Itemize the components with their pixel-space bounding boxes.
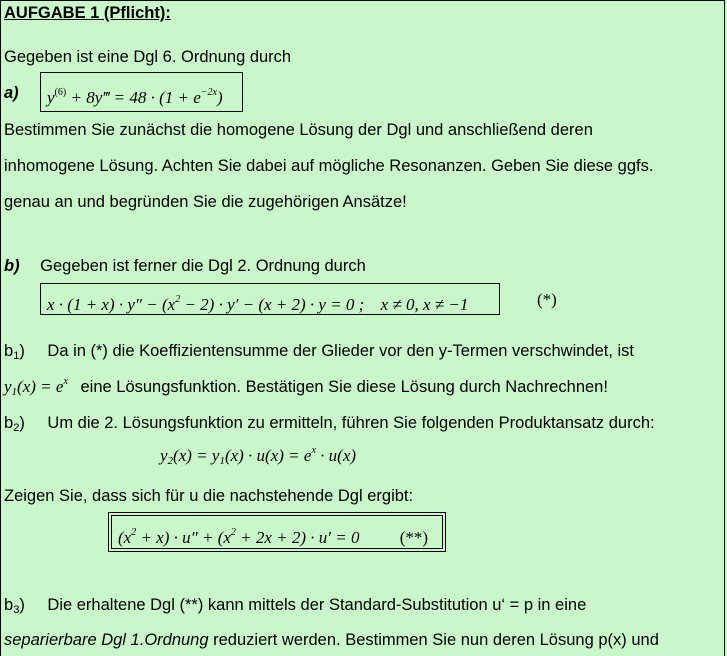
equation-b2-tag: (**)	[399, 528, 429, 547]
b1-row1: $b_1$) Da in (*) die Koeffizientensumme der Glieder vor den y-Termen verschwindet, ist	[4, 342, 635, 362]
equation-b2-box: $(x^2 + x) \cdot u'' + (x^2 + 2x + 2) \cdot u' = 0$ (**)	[111, 515, 443, 549]
part-b-label: b)	[4, 257, 20, 275]
part-a-label: a)	[4, 84, 19, 102]
b2-row2: Zeigen Sie, dass sich für u die nachstehende Dgl ergibt:	[4, 487, 414, 505]
b3-row2: separierbare Dgl 1.Ordnung reduziert werden. Bestimmen Sie nun deren Lösung p(x) und	[4, 631, 659, 649]
task-title: AUFGABE 1 (Pflicht):	[4, 4, 171, 22]
intro-text: Gegeben ist eine Dgl 6. Ordnung durch	[4, 48, 292, 66]
part-a-line3: genau an und begründen Sie die zugehörigen Ansätze!	[4, 193, 407, 211]
part-b-intro: Gegeben ist ferner die Dgl 2. Ordnung durch	[40, 257, 366, 275]
b2-equation: $y_2(x) = y_1(x) \cdot u(x) = e^x \cdot u(x)$	[160, 445, 357, 467]
part-a-line2: inhomogene Lösung. Achten Sie dabei auf mögliche Resonanzen. Geben Sie diese ggfs.	[4, 157, 654, 175]
part-a-line1: Bestimmen Sie zunächst die homogene Lösung der Dgl und anschließend deren	[4, 121, 593, 139]
b1-row2: $y_1(x) = e^x$ eine Lösungsfunktion. Bestätigen Sie diese Lösung durch Nachrechnen!	[4, 376, 608, 398]
equation-a-box: $y^{(6)}$ + 8y‴ = $48 \cdot (1 + e^{-2x})$	[40, 72, 243, 112]
b3-row1: $b_3$) Die erhaltene Dgl (**) kann mittels der Standard-Substitution u‘ = p in eine	[4, 596, 587, 616]
equation-b-box: $x \cdot (1 + x) \cdot y'' - (x^2 - 2) \cdot y' - (x + 2) \cdot y = 0$ ; x ≠ 0, x ≠ −1	[40, 283, 500, 315]
equation-b-tag: (*)	[537, 290, 557, 309]
part-b-row	[4, 257, 366, 276]
b2-row1: $b_2$) Um die 2. Lösungsfunktion zu ermitteln, führen Sie folgenden Produktansatz durch:	[4, 414, 655, 434]
